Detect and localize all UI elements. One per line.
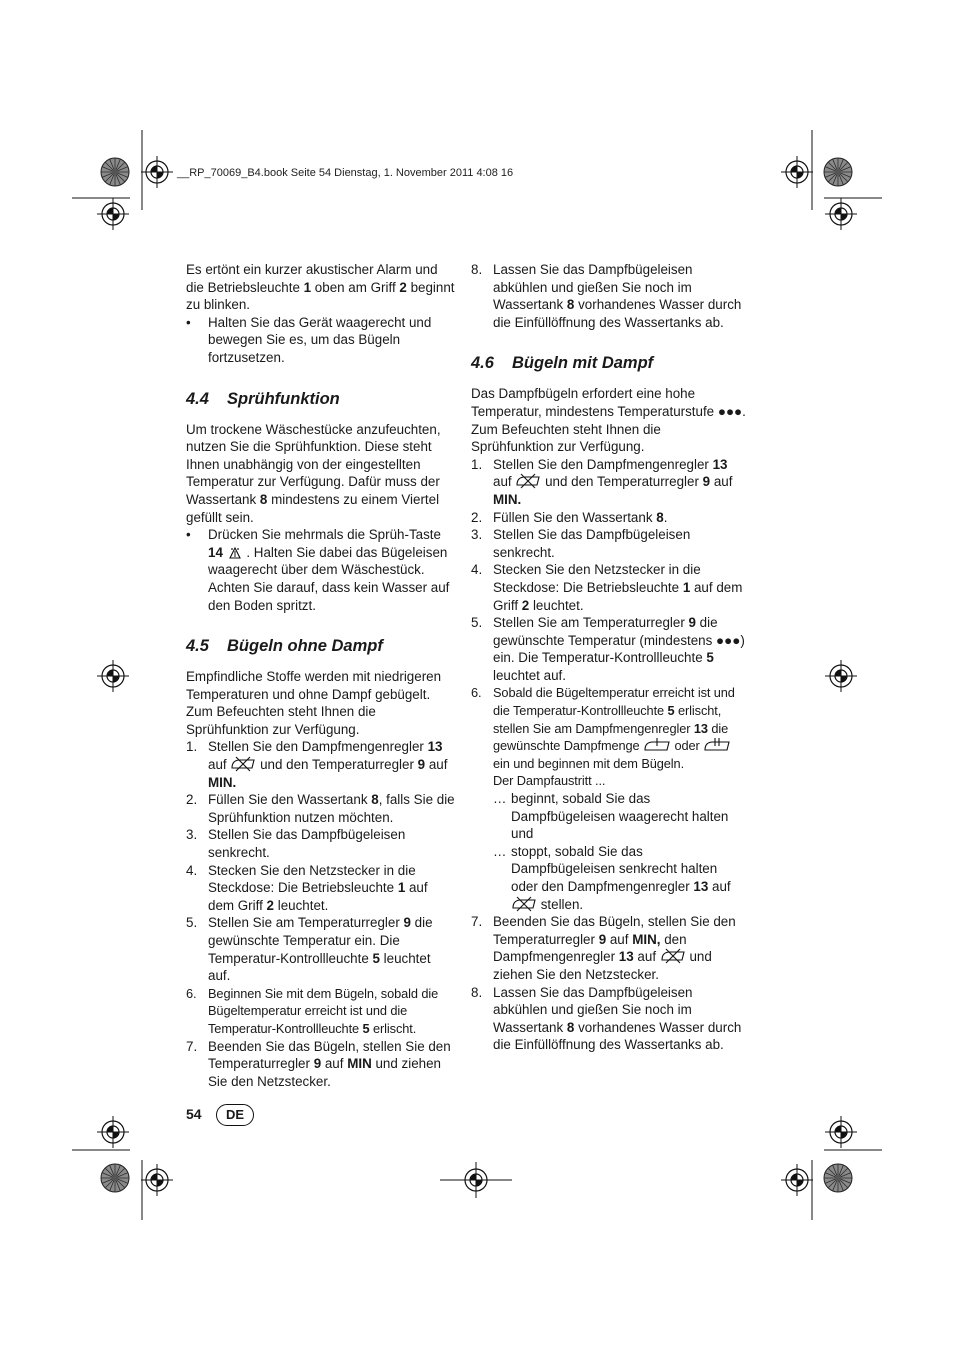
no-steam-paragraph: Empfindliche Stoffe werden mit niedrigeren Temperaturen und ohne Dampf gebügelt. Zum Befeuchten steht Ihnen die Sprühfunktion zur Verfügung. <box>186 669 442 737</box>
list-item: 5. Stellen Sie am Temperaturregler 9 die gewünschte Temperatur ein. Die Temperatur-Kontrollleuchte 5 leuchtet auf. <box>186 915 433 984</box>
spray-icon <box>227 546 243 560</box>
list-item: 2. Füllen Sie den Wassertank 8. <box>471 509 668 525</box>
steam-low-icon <box>643 737 671 753</box>
intro-paragraph: Es ertönt ein kurzer akustischer Alarm und die Betriebsleuchte 1 oben am Griff 2 beginnt zu blinken. <box>186 262 455 313</box>
steam-high-icon <box>703 737 731 753</box>
list-item: 1. Stellen Sie den Dampfmengenregler 13 auf und den Temperaturregler 9 auf MIN. <box>471 456 733 507</box>
right-column <box>471 261 746 1054</box>
list-item: … beginnt, sobald Sie das Dampfbügeleisen waagerecht halten und <box>493 791 729 842</box>
no-steam-icon <box>515 473 541 489</box>
list-item: … stoppt, sobald Sie das Dampfbügeleisen senkrecht halten oder den Dampfmengenregler 13 auf stellen. <box>493 843 731 912</box>
section-heading-4-5: 4.5 Bügeln ohne Dampf <box>186 637 383 656</box>
list-item: 2. Füllen Sie den Wassertank 8, falls Sie die Sprühfunktion nutzen möchten. <box>186 792 455 825</box>
book-file-header: __RP_70069_B4.book Seite 54 Dienstag, 1. November 2011 4:08 16 <box>177 167 514 179</box>
list-item: • Halten Sie das Gerät waagerecht und bewegen Sie es, um das Bügeln fortzusetzen. <box>186 314 432 365</box>
list-item: 8. Lassen Sie das Dampfbügeleisen abkühlen und gießen Sie noch im Wassertank 8 vorhandenes Wasser durch die Einfüllöffnung des Wassertanks ab. <box>471 984 742 1053</box>
steam-intro: Der Dampfaustritt ... <box>493 773 606 789</box>
list-item: 6. Beginnen Sie mit dem Bügeln, sobald die Bügeltemperatur erreicht ist und die Temperatur-Kontrollleuchte 5 erlischt. <box>186 985 439 1036</box>
left-column <box>186 261 456 1090</box>
language-badge: DE <box>216 1104 254 1126</box>
section-heading-4-4: 4.4 Sprühfunktion <box>186 389 340 408</box>
list-item: 6. Sobald die Bügeltemperatur erreicht ist und die Temperatur-Kontrollleuchte 5 erlischt, stellen Sie am Dampfmengenregler 13 die gewünschte Dampfmenge oder ein und beginnen mit dem Bügeln. Der Dampfaustritt ... <box>471 684 746 790</box>
list-item: 3. Stellen Sie das Dampfbügeleisen senkrecht. <box>471 527 691 560</box>
list-item: 1. Stellen Sie den Dampfmengenregler 13 auf und den Temperaturregler 9 auf MIN. <box>186 739 448 790</box>
no-steam-icon <box>660 948 686 964</box>
list-item: 5. Stellen Sie am Temperaturregler 9 die gewünschte Temperatur (mindestens ●●●) ein. Die Temperatur-Kontrollleuchte 5 leuchtet auf. <box>471 615 745 683</box>
page-number: 54 <box>186 1106 202 1122</box>
section-heading-4-6: 4.6 Bügeln mit Dampf <box>471 354 654 373</box>
no-steam-icon <box>230 756 256 772</box>
list-item: 3. Stellen Sie das Dampfbügeleisen senkrecht. <box>186 827 406 861</box>
steam-paragraph: Das Dampfbügeln erfordert eine hohe Temperatur, mindestens Temperaturstufe ●●●. Zum Befeuchten steht Ihnen die Sprühfunktion zur Verfügung. <box>471 386 746 455</box>
no-steam-icon <box>511 896 537 912</box>
list-item: • Drücken Sie mehrmals die Sprüh-Taste 14 . Halten Sie dabei das Bügeleisen waagerecht über dem Wäschestück. Achten Sie darauf, dass kein Wasser auf den Boden spritzt. <box>186 527 450 613</box>
list-item: 7. Beenden Sie das Bügeln, stellen Sie den Temperaturregler 9 auf MIN, den Dampfmengenregler 13 auf und ziehen Sie den Netzstecker. <box>471 914 736 982</box>
spray-paragraph: Um trockene Wäschestücke anzufeuchten, nutzen Sie die Sprühfunktion. Diese steht Ihnen unabhängig von der eingestellten Temperatur zur Verfügung. Dafür muss der Wassertank 8 mindestens zu einem Viertel gefüllt sein. <box>186 421 441 525</box>
list-item: 4. Stecken Sie den Netzstecker in die Steckdose: Die Betriebsleuchte 1 auf dem Griff 2 leuchtet. <box>186 862 428 913</box>
list-item: 4. Stecken Sie den Netzstecker in die Steckdose: Die Betriebsleuchte 1 auf dem Griff 2 leuchtet. <box>471 562 743 613</box>
list-item: 8. Lassen Sie das Dampfbügeleisen abkühlen und gießen Sie noch im Wassertank 8 vorhandenes Wasser durch die Einfüllöffnung des Wassertanks ab. <box>471 262 742 330</box>
list-item: 7. Beenden Sie das Bügeln, stellen Sie den Temperaturregler 9 auf MIN und ziehen Sie den Netzstecker. <box>186 1038 451 1089</box>
